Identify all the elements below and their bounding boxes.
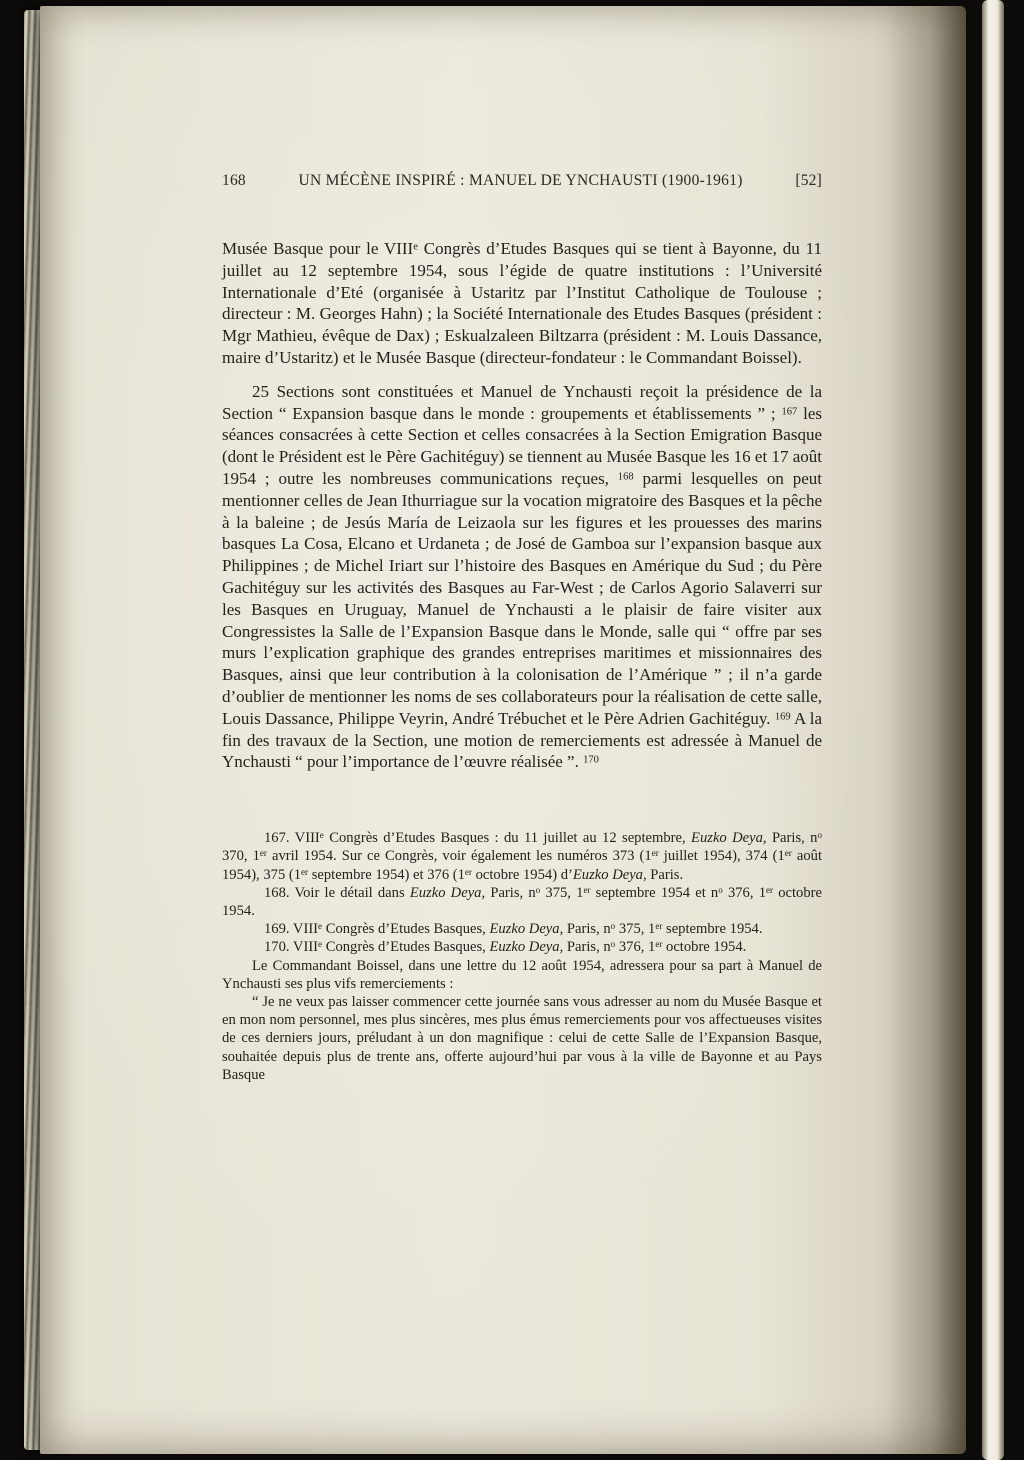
section-marker: [52] xyxy=(795,172,822,189)
body-paragraph: Musée Basque pour le VIIIe Congrès d’Etudes Basques qui se tient à Bayonne, du 11 juillet au 12 septembre 1954, sous l’égide de quatre institutions : l’Université Internationale d’Eté (organisée à Ustaritz par l’Institut Catholique de Toulouse ; directeur : M. Georges Hahn) ; la Société Internationale des Etudes Basques (président : Mgr Mathieu, évêque de Dax) ; Eskualzaleen Biltzarra (président : M. Louis Dassance, maire d’Ustaritz) et le Musée Basque (directeur-fondateur : le Commandant Boissel). xyxy=(222,239,822,367)
footnote: 169. VIIIe Congrès d’Etudes Basques, Euzko Deya, Paris, $n^o$ 375, 1er septembre 1954. xyxy=(264,921,763,938)
footnote: 170. VIIIe Congrès d’Etudes Basques, Euzko Deya, Paris, $n^o$ 376, 1er octobre 1954. xyxy=(264,939,747,956)
running-title: UN MÉCÈNE INSPIRÉ : MANUEL DE YNCHAUSTI (1900-1961) xyxy=(298,172,743,189)
page-number: 168 xyxy=(222,172,246,189)
footnotes xyxy=(222,829,822,1084)
footnote: 168. Voir le détail dans Euzko Deya, Paris, $n^o$ 375, 1er septembre 1954 et $n^o$ 376, 1er octobre 1954. xyxy=(222,884,822,919)
next-page-edge xyxy=(982,0,1004,1460)
footnote: Le Commandant Boissel, dans une lettre du 12 août 1954, adressera pour sa part à Manuel de Ynchausti ses plus vifs remerciements : xyxy=(222,957,822,992)
page-content xyxy=(222,172,822,1084)
footnote: “ Je ne veux pas laisser commencer cette journée sans vous adresser au nom du Musée Basque et en mon nom personnel, mes plus sincères, mes plus émus remerciements pour vos affectueuses visites de ces derniers jours, préludant à un don magnifique : celui de cette Salle de l’Expansion Basque, souhaitée depuis plus de trente ans, offerte aujourd’hui par vous à la ville de Bayonne et au Pays Basque xyxy=(222,993,822,1083)
footnote: 167. VIIIe Congrès d’Etudes Basques : du 11 juillet au 12 septembre, Euzko Deya, Paris, $n^o$ 370, 1er avril 1954. Sur ce Congrès, voir également les numéros 373 (1er juillet 1954), 374 (1er août 1954), 375 (1er septembre 1954) et 376 (1er octobre 1954) d’Euzko Deya, Paris. xyxy=(222,830,822,883)
body-text xyxy=(222,238,822,773)
page-header xyxy=(222,172,822,190)
book-page xyxy=(40,6,966,1454)
body-paragraph: 25 Sections sont constituées et Manuel de Ynchausti reçoit la présidence de la Section “ Expansion basque dans le monde : groupements et établissements ” ; $^{167}$ les séances consacrées à cette Section et celles consacrées à la Section Emigration Basque (dont le Président est le Père Gachitéguy) se tiennent au Musée Basque les 16 et 17 août 1954 ; outre les nombreuses communications reçues, $^{168}$ parmi lesquelles on peut mentionner celles de Jean Ithurriague sur la vocation migratoire des Basques et la pêche à la baleine ; de Jesús María de Leizaola sur les figures et les prouesses des marins basques La Cosa, Elcano et Urdaneta ; de José de Gamboa sur l’expansion basque aux Philippines ; de Michel Iriart sur l’histoire des Basques en Amérique du Sud ; du Père Gachitéguy sur les activités des Basques au Far-West ; de Carlos Agorio Salaverri sur les Basques en Uruguay, Manuel de Ynchausti a le plaisir de faire visiter aux Congressistes la Salle de l’Expansion Basque dans le Monde, salle qui “ offre par ses murs l’explication graphique des grandes entreprises maritimes et missionnaires des Basques, ainsi que leur contribution à la colonisation de l’Amérique ” ; il n’a garde d’oublier de mentionner les noms de ses collaborateurs pour la réalisation de cette salle, Louis Dassance, Philippe Veyrin, André Trébuchet et le Père Adrien Gachitéguy. $^{169}$ A la fin des travaux de la Section, une motion de remerciements est adressée à Manuel de Ynchausti “ pour l’importance de l’œuvre réalisée ”. $^{170}$ xyxy=(222,381,822,772)
